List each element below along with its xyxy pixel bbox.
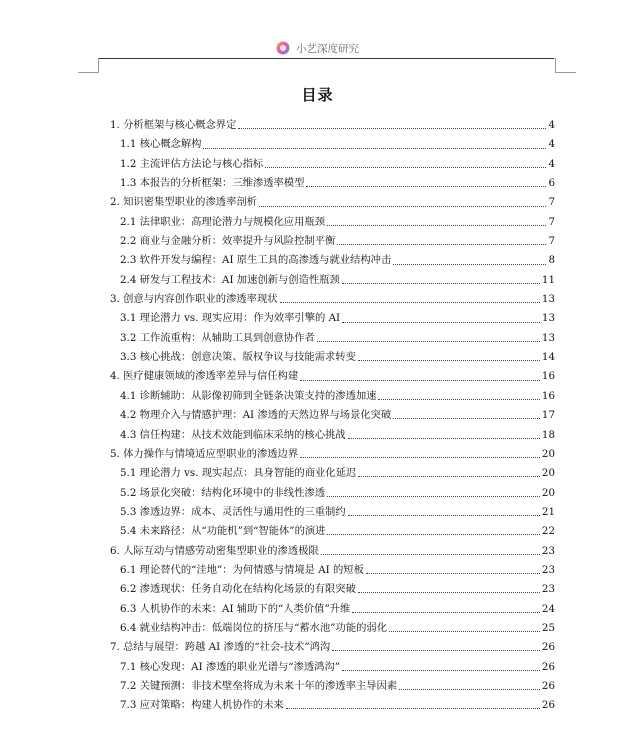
toc-entry-label: 2.1 法律职业：高理论潜力与规模化应用瓶颈	[120, 215, 325, 228]
toc-entry[interactable]	[110, 193, 555, 212]
toc-leader-dots	[393, 264, 546, 265]
toc-entry-page: 13	[541, 331, 555, 344]
toc-entry-label: 2. 知识密集型职业的渗透率剖析	[110, 196, 257, 209]
toc-entry[interactable]	[110, 348, 555, 367]
toc-leader-dots	[300, 457, 540, 458]
toc-leader-dots	[300, 380, 540, 381]
toc-entry-page: 7	[548, 215, 555, 228]
toc-entry-label: 6.4 就业结构冲击：低端岗位的挤压与“蓄水池”功能的弱化	[120, 621, 388, 634]
toc-leader-dots	[358, 476, 540, 477]
toc-leader-dots	[286, 708, 540, 709]
toc-entry-label: 2.3 软件开发与编程：AI 原生工具的高渗透与就业结构冲击	[120, 254, 392, 267]
toc-entry-page: 21	[541, 505, 555, 518]
toc-entry-label: 4.2 物理介入与情感护理：AI 渗透的天然边界与场景化突破	[120, 409, 392, 422]
toc-entry-page: 22	[541, 525, 555, 538]
toc-entry-label: 5.4 未来路径：从“功能机”到“智能体”的演进	[120, 525, 326, 538]
toc-leader-dots	[203, 148, 546, 149]
toc-entry[interactable]	[110, 638, 555, 657]
toc-entry-label: 1.3 本报告的分析框架：三维渗透率模型	[120, 177, 305, 190]
toc-entry-label: 2.2 商业与金融分析：效率提升与风险控制平衡	[120, 235, 336, 248]
toc-leader-dots	[393, 418, 540, 419]
toc-entry[interactable]	[110, 426, 555, 445]
toc-entry-label: 1.1 核心概念解构	[120, 138, 202, 151]
toc-entry-label: 4. 医疗健康领域的渗透率差异与信任构建	[110, 370, 299, 383]
toc-leader-dots	[280, 302, 540, 303]
toc-title: 目录	[301, 86, 334, 104]
toc-entry-label: 6.1 理论替代的“洼地”：为何情感与情境是 AI 的短板	[120, 563, 364, 576]
toc-leader-dots	[259, 206, 546, 207]
toc-leader-dots	[348, 515, 540, 516]
toc-entry[interactable]	[110, 329, 555, 348]
toc-entry[interactable]	[110, 445, 555, 464]
toc-entry-page: 4	[548, 138, 555, 151]
toc-leader-dots	[337, 244, 546, 245]
header-rule	[98, 58, 554, 59]
toc-leader-dots	[366, 573, 540, 574]
toc-entry[interactable]	[110, 232, 555, 251]
toc-entry-page: 18	[541, 428, 555, 441]
toc-leader-dots	[342, 322, 540, 323]
toc-entry-page: 7	[548, 196, 555, 209]
toc-entry-page: 8	[548, 254, 555, 267]
crop-mark-left	[78, 58, 99, 73]
toc-entry-page: 4	[548, 157, 555, 170]
toc-entry-page: 24	[541, 602, 555, 615]
toc-entry[interactable]	[110, 290, 555, 309]
toc-leader-dots	[342, 283, 540, 284]
toc-leader-dots	[399, 689, 540, 690]
toc-entry-page: 20	[541, 447, 555, 460]
toc-leader-dots	[342, 670, 540, 671]
toc-leader-dots	[317, 341, 540, 342]
toc-entry-page: 17	[541, 409, 555, 422]
toc-entry-label: 4.3 信任构建：从技术效能到临床采纳的核心挑战	[120, 428, 346, 441]
toc-entry[interactable]	[110, 271, 555, 290]
toc-entry[interactable]	[110, 406, 555, 425]
toc-entry-page: 26	[541, 641, 555, 654]
toc-entry[interactable]	[110, 677, 555, 696]
toc-entry-label: 1. 分析框架与核心概念界定	[110, 119, 237, 131]
toc-entry[interactable]	[110, 135, 555, 154]
toc-entry[interactable]	[110, 116, 555, 135]
toc-entry-label: 5. 体力操作与情境适应型职业的渗透边界	[110, 447, 299, 460]
toc-leader-dots	[327, 496, 540, 497]
toc-entry-page: 4	[548, 119, 555, 131]
toc-entry[interactable]	[110, 696, 555, 715]
page-header	[0, 38, 635, 58]
toc-entry-page: 6	[548, 177, 555, 190]
toc-entry[interactable]	[110, 251, 555, 270]
toc-entry[interactable]	[110, 367, 555, 386]
brand-logo-icon	[276, 41, 290, 55]
toc-entry-label: 7.1 核心发现：AI 渗透的职业光谱与“渗透鸿沟”	[120, 660, 340, 673]
toc-entry[interactable]	[110, 561, 555, 580]
toc-entry[interactable]	[110, 580, 555, 599]
toc-entry-page: 25	[541, 621, 555, 634]
toc-entry[interactable]	[110, 213, 555, 232]
toc-leader-dots	[358, 360, 540, 361]
toc-entry-page: 23	[541, 544, 555, 557]
toc-entry-label: 6.2 渗透现状：任务自动化在结构化场景的有限突破	[120, 583, 356, 596]
toc-entry-label: 5.3 渗透边界：成本、灵活性与通用性的三重制约	[120, 505, 346, 518]
toc-entry-page: 23	[541, 563, 555, 576]
toc-entry-label: 3. 创意与内容创作职业的渗透率现状	[110, 293, 278, 306]
toc-leader-dots	[332, 650, 540, 651]
crop-mark-right	[555, 58, 576, 73]
toc-entry[interactable]	[110, 484, 555, 503]
toc-entry-page: 26	[541, 660, 555, 673]
toc-entry-page: 13	[541, 293, 555, 306]
toc-entry-page: 20	[541, 467, 555, 480]
toc-entry-label: 3.3 核心挑战：创意决策、版权争议与技能需求转变	[120, 351, 356, 364]
toc-entry[interactable]	[110, 658, 555, 677]
toc-entry-label: 2.4 研发与工程技术：AI 加速创新与创造性瓶颈	[120, 273, 340, 286]
toc-entry-label: 7.2 关键预测：非技术壁垒将成为未来十年的渗透率主导因素	[120, 679, 398, 692]
toc-entry-label: 3.1 理论潜力 vs. 现实应用：作为效率引擎的 AI	[120, 312, 341, 325]
toc-leader-dots	[265, 167, 546, 168]
toc-leader-dots	[327, 534, 539, 535]
toc-entry-page: 16	[541, 389, 555, 402]
toc-entry[interactable]	[110, 522, 555, 541]
toc-entry-page: 13	[541, 312, 555, 325]
toc-leader-dots	[389, 631, 540, 632]
toc-entry[interactable]	[110, 542, 555, 561]
toc-entry[interactable]	[110, 464, 555, 483]
toc-entry[interactable]	[110, 309, 555, 328]
toc-entry-page: 7	[548, 235, 555, 248]
toc-entry[interactable]	[110, 503, 555, 522]
toc-entry-label: 7. 总结与展望：跨越 AI 渗透的“社会-技术”鸿沟	[110, 641, 331, 654]
toc-entry-label: 5.2 场景化突破：结构化环境中的非线性渗透	[120, 486, 325, 499]
toc-entry[interactable]	[110, 387, 555, 406]
toc-entry-label: 7.3 应对策略：构建人机协作的未来	[120, 699, 284, 712]
table-of-contents	[110, 116, 555, 716]
toc-entry-page: 26	[541, 679, 555, 692]
toc-entry-label: 1.2 主流评估方法论与核心指标	[120, 157, 264, 170]
toc-leader-dots	[321, 554, 540, 555]
toc-entry-page: 11	[541, 273, 555, 286]
toc-entry-label: 6. 人际互动与情感劳动密集型职业的渗透极限	[110, 544, 319, 557]
toc-entry[interactable]	[110, 619, 555, 638]
toc-leader-dots	[358, 592, 540, 593]
toc-entry-label: 3.2 工作流重构：从辅助工具到创意协作者	[120, 331, 315, 344]
toc-leader-dots	[378, 399, 539, 400]
toc-entry-page: 20	[541, 486, 555, 499]
toc-entry-label: 6.3 人机协作的未来：AI 辅助下的“人类价值”升维	[120, 602, 351, 615]
toc-entry-page: 23	[541, 583, 555, 596]
toc-leader-dots	[238, 128, 546, 129]
toc-leader-dots	[327, 225, 546, 226]
toc-entry-page: 26	[541, 699, 555, 712]
toc-leader-dots	[352, 612, 540, 613]
toc-entry-label: 5.1 理论潜力 vs. 现实起点：具身智能的商业化延迟	[120, 467, 357, 480]
toc-entry[interactable]	[110, 600, 555, 619]
toc-entry[interactable]	[110, 174, 555, 193]
toc-entry-page: 16	[541, 370, 555, 383]
toc-entry-page: 14	[541, 351, 555, 364]
toc-entry[interactable]	[110, 155, 555, 174]
toc-leader-dots	[306, 186, 546, 187]
brand-name: 小艺深度研究	[296, 42, 359, 55]
toc-leader-dots	[348, 438, 540, 439]
toc-entry-label: 4.1 诊断辅助：从影像初筛到全链条决策支持的渗透加速	[120, 389, 377, 402]
